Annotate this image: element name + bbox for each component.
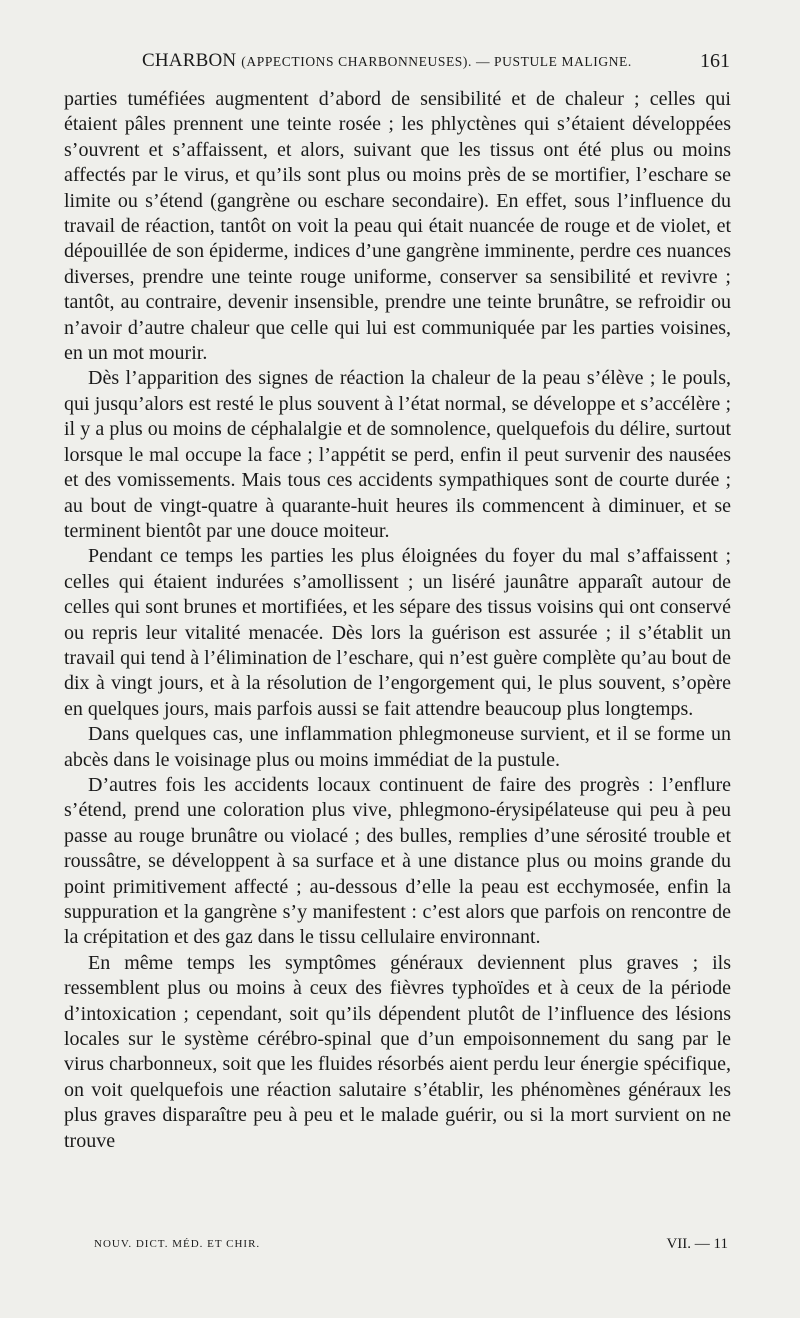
running-title-main: CHARBON [142, 50, 237, 71]
footer-volume-sheet: VII. — 11 [666, 1236, 728, 1252]
page-number: 161 [700, 50, 730, 72]
running-title-subtitle: (APPECTIONS CHARBONNEUSES). — PUSTULE MALIGNE. [241, 54, 632, 69]
paragraph: Pendant ce temps les parties les plus éloignées du foyer du mal s’affaissent ; celles qui étaient indurées s’amollissent ; un liséré jaunâtre apparaît autour de celles qui sont brunes et mortifiées, et les sépare des tissus voisins qui ont conservé ou repris leur vitalité menacée. Dès lors la guérison est assurée ; il s’établit un travail qui tend à l’élimination de l’eschare, qui n’est guère complète qu’au bout de dix à vingt jours, et à la résolution de l’engorgement qui, le plus souvent, s’opère en quelques jours, mais parfois aussi se fait attendre beaucoup plus longtemps. [64, 545, 731, 720]
paragraph: D’autres fois les accidents locaux continuent de faire des progrès : l’enflure s’étend, prend une coloration plus vive, phlegmono-érysipélateuse qui peu à peu passe au rouge brunâtre ou violacé ; des bulles, remplies d’une sérosité trouble et roussâtre, se développent à sa surface et à une distance plus ou moins grande du point primitivement affecté ; au-dessous d’elle la peau est ecchymosée, enfin la suppuration et la gangrène s’y manifestent : c’est alors que parfois on rencontre de la crépitation et des gaz dans le tissu cellulaire environnant. [64, 773, 731, 949]
paragraph: Dès l’apparition des signes de réaction la chaleur de la peau s’élève ; le pouls, qui jusqu’alors est resté le plus souvent à l’état normal, se développe et s’accélère ; il y a plus ou moins de céphalalgie et de somnolence, quelquefois du délire, surtout lorsque le mal occupe la face ; l’appétit se perd, enfin il peut survenir des nausées et des vomissements. Mais tous ces accidents sympathiques sont de courte durée ; au bout de vingt-quatre à quarante-huit heures ils commencent à diminuer, et se terminent bientôt par une douce moiteur. [64, 367, 731, 542]
paragraph: parties tuméfiées augmentent d’abord de sensibilité et de chaleur ; celles qui étaient pâles prennent une teinte rosée ; les phlyctènes qui s’étaient développées s’ouvrent et s’affaissent, et alors, suivant que les tissus ont été plus ou moins affectés par le virus, et qu’ils sont plus ou moins près de se mortifier, l’eschare se limite ou s’étend (gangrène ou eschare secondaire). En effet, sous l’influence du travail de réaction, tantôt on voit la peau qui était nuancée de rouge et de violet, et dépouillée de son épiderme, indices d’une gangrène imminente, perdre ces nuances diverses, prendre une teinte rouge uniforme, conserver sa sensibilité et revivre ; tantôt, au contraire, devenir insensible, prendre une teinte brunâtre, se refroidir ou n’avoir d’autre chaleur que celle qui lui est communiquée par les parties voisines, en un mot mourir. [64, 88, 731, 365]
paragraph: Dans quelques cas, une inflammation phlegmoneuse survient, et il se forme un abcès dans le voisinage plus ou moins immédiat de la pustule. [64, 723, 731, 771]
page-footer [94, 1236, 728, 1256]
body-text [64, 87, 731, 1154]
paragraph: En même temps les symptômes généraux deviennent plus graves ; ils ressemblent plus ou moins à ceux des fièvres typhoïdes et à ceux de la période d’intoxication ; cependant, soit qu’ils dépendent plutôt de l’influence des lésions locales sur le système cérébro-spinal que d’un empoisonnement du sang par le virus charbonneux, soit que les fluides résorbés aient perdu leur énergie spécifique, on voit quelquefois une réaction salutaire s’établir, les phénomènes généraux les plus graves disparaître peu à peu et le malade guérir, ou si la mort survient on ne trouve [64, 951, 731, 1152]
running-header [66, 50, 730, 80]
running-title [142, 50, 632, 72]
footer-signature: NOUV. DICT. MÉD. ET CHIR. [94, 1238, 261, 1250]
